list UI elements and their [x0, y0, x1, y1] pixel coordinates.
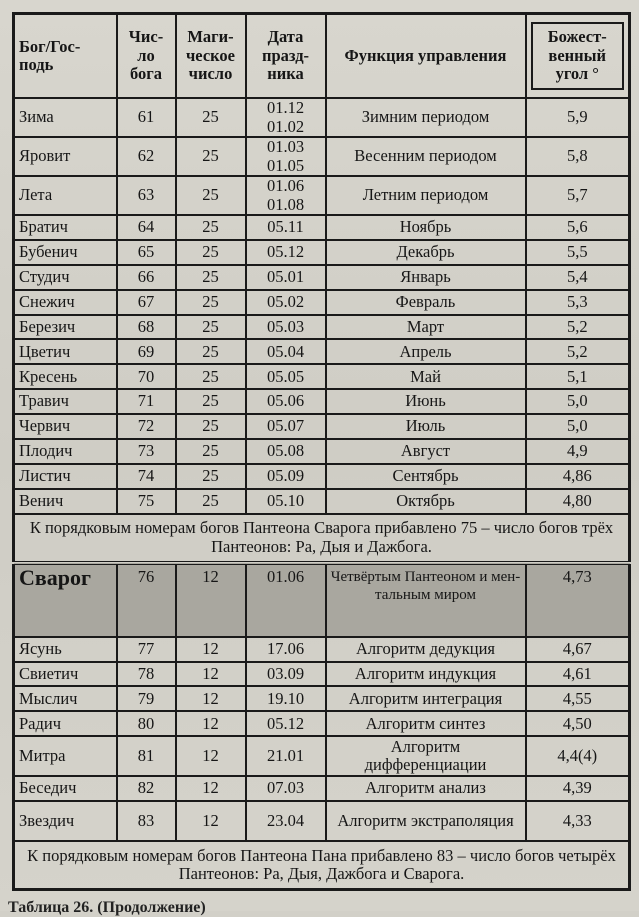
control-function: Март: [326, 315, 526, 340]
table-row: [14, 364, 630, 389]
god-name: Цветич: [14, 339, 117, 364]
magic-number: 12: [176, 563, 246, 637]
god-name: Радич: [14, 711, 117, 736]
holiday-date-start: 01.06: [266, 176, 305, 196]
control-function: Февраль: [326, 290, 526, 315]
magic-number: 12: [176, 686, 246, 711]
god-number: 62: [117, 137, 176, 176]
table-row: [14, 637, 630, 662]
holiday-date: 21.01: [246, 736, 326, 776]
table-row: [14, 439, 630, 464]
control-function: Четвёртым Пантеоном и мен-тальным миром: [326, 563, 526, 637]
magic-number: 25: [176, 315, 246, 340]
divine-angle: 4,33: [526, 801, 630, 841]
header-function: Функция управления: [326, 14, 526, 99]
magic-number: 25: [176, 137, 246, 176]
holiday-date: 05.01: [246, 265, 326, 290]
god-number: 79: [117, 686, 176, 711]
god-number: 81: [117, 736, 176, 776]
magic-number: 25: [176, 439, 246, 464]
table-row: [14, 240, 630, 265]
god-number: 76: [117, 563, 176, 637]
table-row: [14, 339, 630, 364]
table-row: [14, 776, 630, 801]
divine-angle: 5,2: [526, 315, 630, 340]
god-number: 71: [117, 389, 176, 414]
divine-angle: 5,0: [526, 389, 630, 414]
magic-number: 25: [176, 98, 246, 137]
holiday-date: 05.11: [246, 215, 326, 240]
god-number: 82: [117, 776, 176, 801]
magic-number: 12: [176, 637, 246, 662]
table-row: [14, 315, 630, 340]
control-function: Апрель: [326, 339, 526, 364]
god-name: Митра: [14, 736, 117, 776]
control-function: Алгоритм дедукция: [326, 637, 526, 662]
magic-number: 12: [176, 736, 246, 776]
divine-angle: 5,9: [526, 98, 630, 137]
god-name: Снежич: [14, 290, 117, 315]
god-name: Листич: [14, 464, 117, 489]
god-name: Червич: [14, 414, 117, 439]
holiday-date-end: 01.05: [266, 155, 305, 175]
control-function: Сентябрь: [326, 464, 526, 489]
divine-angle: 4,39: [526, 776, 630, 801]
holiday-date-start: 01.12: [266, 98, 305, 118]
divine-angle: 4,73: [526, 563, 630, 637]
god-name: Лета: [14, 176, 117, 215]
divine-angle: 5,1: [526, 364, 630, 389]
divine-angle: 5,7: [526, 176, 630, 215]
magic-number: 25: [176, 290, 246, 315]
magic-number: 25: [176, 389, 246, 414]
divine-angle: 5,6: [526, 215, 630, 240]
god-name: Звездич: [14, 801, 117, 841]
god-name: Венич: [14, 489, 117, 514]
table-row: [14, 137, 630, 176]
control-function: Январь: [326, 265, 526, 290]
table-row: [14, 801, 630, 841]
god-number: 69: [117, 339, 176, 364]
holiday-date-end: 01.02: [266, 116, 305, 136]
holiday-date: 23.04: [246, 801, 326, 841]
holiday-date: 07.03: [246, 776, 326, 801]
holiday-date: 01.06: [246, 563, 326, 637]
holiday-date: 05.05: [246, 364, 326, 389]
holiday-date: 05.06: [246, 389, 326, 414]
god-number: 80: [117, 711, 176, 736]
divine-angle: 4,86: [526, 464, 630, 489]
god-name: Мыслич: [14, 686, 117, 711]
note-row: [14, 514, 630, 563]
god-name: Беседич: [14, 776, 117, 801]
god-number: 83: [117, 801, 176, 841]
magic-number: 25: [176, 176, 246, 215]
divine-angle: 4,55: [526, 686, 630, 711]
control-function: Июль: [326, 414, 526, 439]
divine-angle: 5,4: [526, 265, 630, 290]
table-row: [14, 686, 630, 711]
holiday-date: 05.09: [246, 464, 326, 489]
control-function: Алгоритм интеграция: [326, 686, 526, 711]
god-number: 73: [117, 439, 176, 464]
control-function: Октябрь: [326, 489, 526, 514]
magic-number: 25: [176, 489, 246, 514]
header-angle: [526, 14, 630, 99]
holiday-date: 05.08: [246, 439, 326, 464]
table-row: [14, 711, 630, 736]
control-function: Декабрь: [326, 240, 526, 265]
holiday-date: 03.09: [246, 662, 326, 687]
control-function: Алгоритм экстраполяция: [326, 801, 526, 841]
god-name: Ясунь: [14, 637, 117, 662]
control-function: Алгоритм дифференциации: [326, 736, 526, 776]
god-name: Травич: [14, 389, 117, 414]
table-header: [14, 14, 630, 99]
divine-angle: 5,3: [526, 290, 630, 315]
holiday-date: [246, 176, 326, 215]
god-name: Яровит: [14, 137, 117, 176]
holiday-date: 05.04: [246, 339, 326, 364]
god-number: 74: [117, 464, 176, 489]
control-function: Ноябрь: [326, 215, 526, 240]
magic-number: 12: [176, 711, 246, 736]
god-number: 75: [117, 489, 176, 514]
holiday-date: 05.12: [246, 711, 326, 736]
magic-number: 25: [176, 215, 246, 240]
divine-angle: 5,8: [526, 137, 630, 176]
holiday-date: 17.06: [246, 637, 326, 662]
control-function: Алгоритм индукция: [326, 662, 526, 687]
control-function: Май: [326, 364, 526, 389]
table-row: [14, 389, 630, 414]
god-number: 64: [117, 215, 176, 240]
divine-angle: 4,4(4): [526, 736, 630, 776]
table-caption: Таблица 26. (Продолжение): [8, 899, 206, 916]
note-pan-pantheon: К порядковым номерам богов Пантеона Пана прибавлено 83 – число богов четырёх Пантеонов: Ра, Дыя, Дажбога и Сварога.: [14, 841, 630, 890]
control-function: Алгоритм анализ: [326, 776, 526, 801]
divine-angle: 4,9: [526, 439, 630, 464]
holiday-date: [246, 137, 326, 176]
table-row: [14, 563, 630, 637]
magic-number: 25: [176, 414, 246, 439]
table-row: [14, 176, 630, 215]
god-number: 77: [117, 637, 176, 662]
holiday-date: 05.02: [246, 290, 326, 315]
magic-number: 25: [176, 364, 246, 389]
god-name: Бубенич: [14, 240, 117, 265]
holiday-date-start: 01.03: [266, 137, 305, 157]
table-row: [14, 489, 630, 514]
divine-angle: 4,80: [526, 489, 630, 514]
header-number: Чис-ло бога: [117, 14, 176, 99]
table-row: [14, 98, 630, 137]
control-function: Август: [326, 439, 526, 464]
god-number: 63: [117, 176, 176, 215]
header-angle-label: Божест-венный угол °: [531, 22, 625, 89]
god-name: Сварог: [14, 563, 117, 637]
god-number: 67: [117, 290, 176, 315]
holiday-date: 05.07: [246, 414, 326, 439]
god-number: 70: [117, 364, 176, 389]
control-function: Алгоритм синтез: [326, 711, 526, 736]
header-date: Дата празд-ника: [246, 14, 326, 99]
header-magic: Маги-ческое число: [176, 14, 246, 99]
magic-number: 25: [176, 464, 246, 489]
magic-number: 25: [176, 339, 246, 364]
holiday-date: 05.12: [246, 240, 326, 265]
divine-angle: 4,61: [526, 662, 630, 687]
holiday-date: 05.03: [246, 315, 326, 340]
control-function: Весенним периодом: [326, 137, 526, 176]
god-number: 68: [117, 315, 176, 340]
divine-angle: 5,0: [526, 414, 630, 439]
god-name: Студич: [14, 265, 117, 290]
note-row: [14, 841, 630, 890]
table-row: [14, 265, 630, 290]
god-name: Березич: [14, 315, 117, 340]
god-number: 61: [117, 98, 176, 137]
magic-number: 12: [176, 801, 246, 841]
holiday-date-end: 01.08: [266, 194, 305, 214]
table-row: [14, 414, 630, 439]
magic-number: 25: [176, 265, 246, 290]
table-row: [14, 662, 630, 687]
control-function: Летним периодом: [326, 176, 526, 215]
god-name: Кресень: [14, 364, 117, 389]
god-name: Зима: [14, 98, 117, 137]
divine-angle: 5,2: [526, 339, 630, 364]
gods-table: [12, 12, 631, 891]
table-row: [14, 215, 630, 240]
control-function: Июнь: [326, 389, 526, 414]
note-svarog-pantheon: К порядковым номерам богов Пантеона Сварога прибавлено 75 – число богов трёх Пантеонов: Ра, Дыя и Дажбога.: [14, 514, 630, 563]
god-number: 66: [117, 265, 176, 290]
table-row: [14, 464, 630, 489]
god-number: 65: [117, 240, 176, 265]
divine-angle: 4,67: [526, 637, 630, 662]
magic-number: 12: [176, 776, 246, 801]
god-number: 72: [117, 414, 176, 439]
control-function: Зимним периодом: [326, 98, 526, 137]
table-row: [14, 736, 630, 776]
god-name: Свиетич: [14, 662, 117, 687]
holiday-date: 05.10: [246, 489, 326, 514]
god-name: Братич: [14, 215, 117, 240]
holiday-date: 19.10: [246, 686, 326, 711]
table-body: [14, 98, 630, 890]
table-row: [14, 290, 630, 315]
divine-angle: 4,50: [526, 711, 630, 736]
header-name: Бог/Гос-подь: [14, 14, 117, 99]
magic-number: 12: [176, 662, 246, 687]
magic-number: 25: [176, 240, 246, 265]
holiday-date: [246, 98, 326, 137]
god-number: 78: [117, 662, 176, 687]
divine-angle: 5,5: [526, 240, 630, 265]
god-name: Плодич: [14, 439, 117, 464]
